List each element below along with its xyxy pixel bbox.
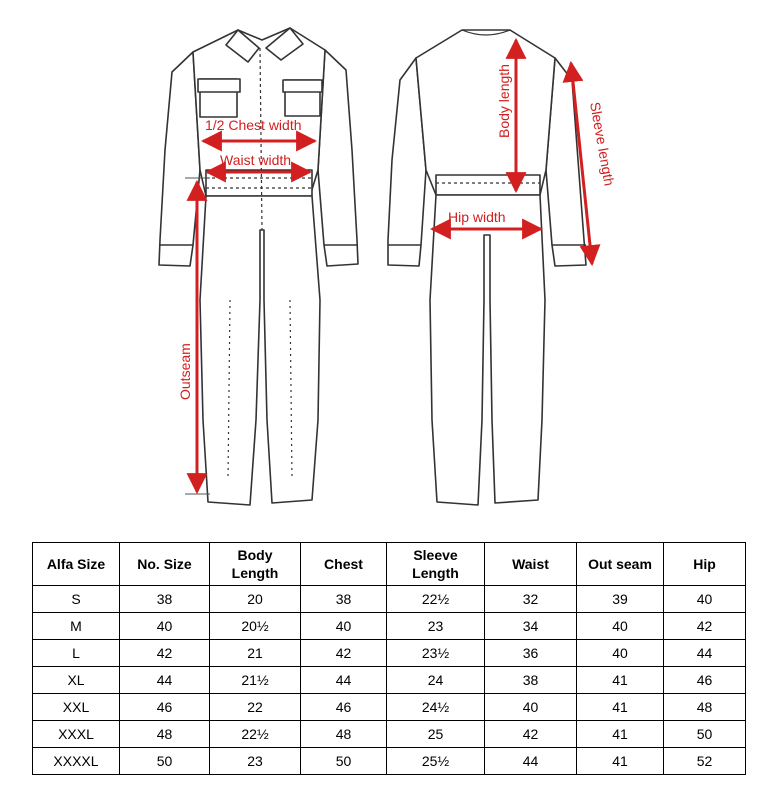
header-body-length [210,543,301,586]
size-chart-table [32,542,746,775]
table-cell: 40 [577,640,664,667]
label-chest-width: 1/2 Chest width [205,117,302,133]
table-cell: 22½ [210,721,301,748]
table-cell: 48 [301,721,387,748]
table-cell: 46 [120,694,210,721]
table-cell: 21½ [210,667,301,694]
header-out-seam [577,543,664,586]
table-cell: 40 [485,694,577,721]
table-cell: 44 [301,667,387,694]
table-cell: 32 [485,586,577,613]
table-cell: 23½ [387,640,485,667]
header-chest [301,543,387,586]
label-body-length: Body length [496,64,512,138]
table-cell: 48 [120,721,210,748]
table-header-row [33,543,746,586]
table-row [33,694,746,721]
table-cell: 20 [210,586,301,613]
table-cell: 42 [485,721,577,748]
header-text: Sleeve [413,547,458,563]
table-cell: 50 [120,748,210,775]
header-text: No. Size [137,556,192,572]
table-cell: 25½ [387,748,485,775]
header-text: Hip [693,556,716,572]
table-cell: S [33,586,120,613]
table-cell: 24½ [387,694,485,721]
header-hip [664,543,746,586]
coverall-back-view [388,30,586,505]
table-cell: 41 [577,694,664,721]
table-cell: XXXXL [33,748,120,775]
table-cell: 23 [387,613,485,640]
table-cell: 36 [485,640,577,667]
table-cell: 41 [577,667,664,694]
header-no-size [120,543,210,586]
label-outseam: Outseam [177,343,193,400]
table-cell: 34 [485,613,577,640]
header-text: Chest [324,556,363,572]
label-waist-width: Waist width [220,152,292,168]
header-waist [485,543,577,586]
table-cell: XL [33,667,120,694]
header-text: Waist [512,556,549,572]
table-cell: L [33,640,120,667]
table-cell: 41 [577,721,664,748]
table-cell: 48 [664,694,746,721]
table-cell: 40 [301,613,387,640]
table-row [33,640,746,667]
table-cell: 23 [210,748,301,775]
table-cell: 41 [577,748,664,775]
header-text: Out seam [588,556,652,572]
table-cell: 24 [387,667,485,694]
table-cell: M [33,613,120,640]
table-cell: 50 [301,748,387,775]
header-text: Length [231,565,279,581]
table-cell: 40 [664,586,746,613]
table-cell: 39 [577,586,664,613]
table-cell: 52 [664,748,746,775]
table-cell: 44 [664,640,746,667]
table-cell: 40 [120,613,210,640]
header-text: Body [237,547,273,563]
table-row [33,613,746,640]
table-cell: 50 [664,721,746,748]
table-row [33,748,746,775]
table-cell: 22½ [387,586,485,613]
header-text: Alfa Size [46,556,106,572]
header-alfa-size [33,543,120,586]
table-cell: 42 [664,613,746,640]
table-row [33,586,746,613]
header-sleeve-length [387,543,485,586]
table-cell: 25 [387,721,485,748]
table-cell: 38 [120,586,210,613]
table-cell: 46 [664,667,746,694]
table-cell: 21 [210,640,301,667]
table-cell: 22 [210,694,301,721]
coverall-front-view [159,28,358,505]
table-cell: 40 [577,613,664,640]
header-text: Length [412,565,459,581]
table-cell: XXL [33,694,120,721]
table-cell: 20½ [210,613,301,640]
table-cell: 38 [485,667,577,694]
table-cell: XXXL [33,721,120,748]
table-cell: 38 [301,586,387,613]
table-cell: 42 [301,640,387,667]
table-cell: 46 [301,694,387,721]
table-row [33,667,746,694]
label-hip-width: Hip width [448,209,506,225]
table-row [33,721,746,748]
table-cell: 42 [120,640,210,667]
table-cell: 44 [120,667,210,694]
label-sleeve-length: Sleeve length [587,100,618,188]
table-cell: 44 [485,748,577,775]
